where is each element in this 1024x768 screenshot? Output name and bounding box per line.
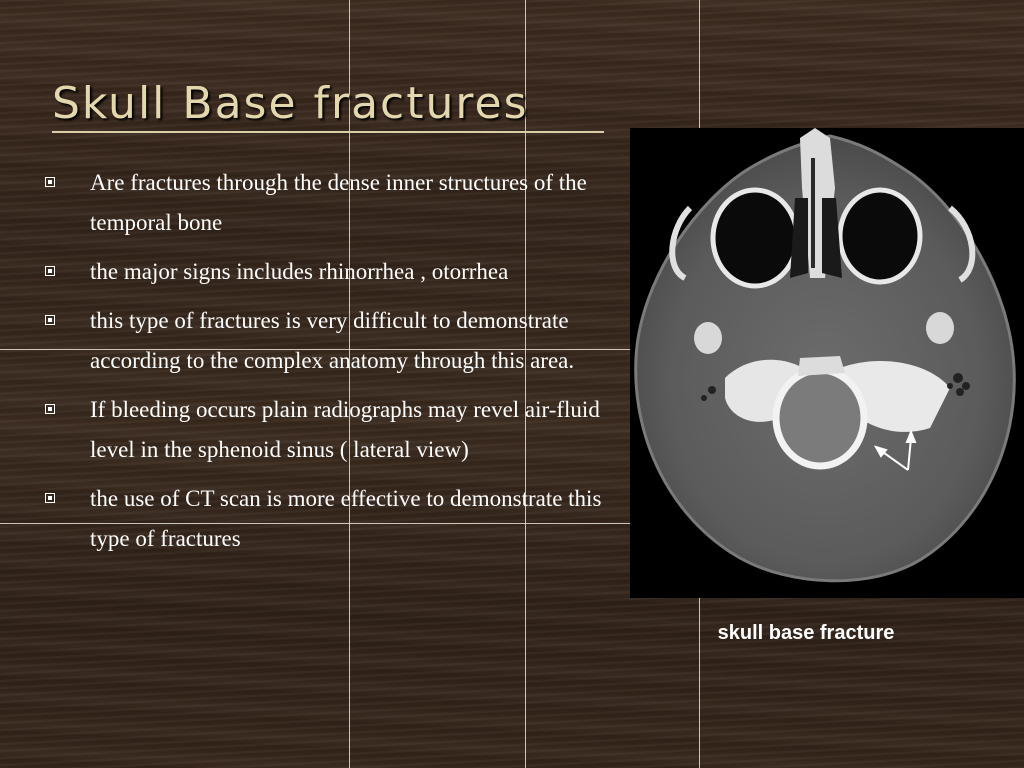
bullet-item [40,163,620,243]
bullet-text: Are fractures through the dense inner structures of the temporal bone [90,170,587,235]
square-bullet-icon [45,404,55,414]
square-bullet-icon [45,177,55,187]
square-bullet-icon [45,266,55,276]
bullet-text: the major signs includes rhinorrhea , otorrhea [90,259,509,284]
square-bullet-icon [45,493,55,503]
square-bullet-icon [45,315,55,325]
bullet-item [40,390,620,470]
bullet-text: If bleeding occurs plain radiographs may revel air-fluid level in the sphenoid sinus ( lateral view) [90,397,600,462]
bullet-item [40,252,620,292]
bullet-text: the use of CT scan is more effective to demonstrate this type of fractures [90,486,602,551]
title-underline [52,131,604,133]
slide-title: Skull Base fractures [52,78,529,129]
image-caption: skull base fracture [717,622,895,644]
bullet-item [40,301,620,381]
bullet-list [40,163,620,568]
bullet-text: this type of fractures is very difficult to demonstrate according to the complex anatomy through this area. [90,308,575,373]
bullet-item [40,479,620,559]
ct-scan-image [630,128,1024,598]
